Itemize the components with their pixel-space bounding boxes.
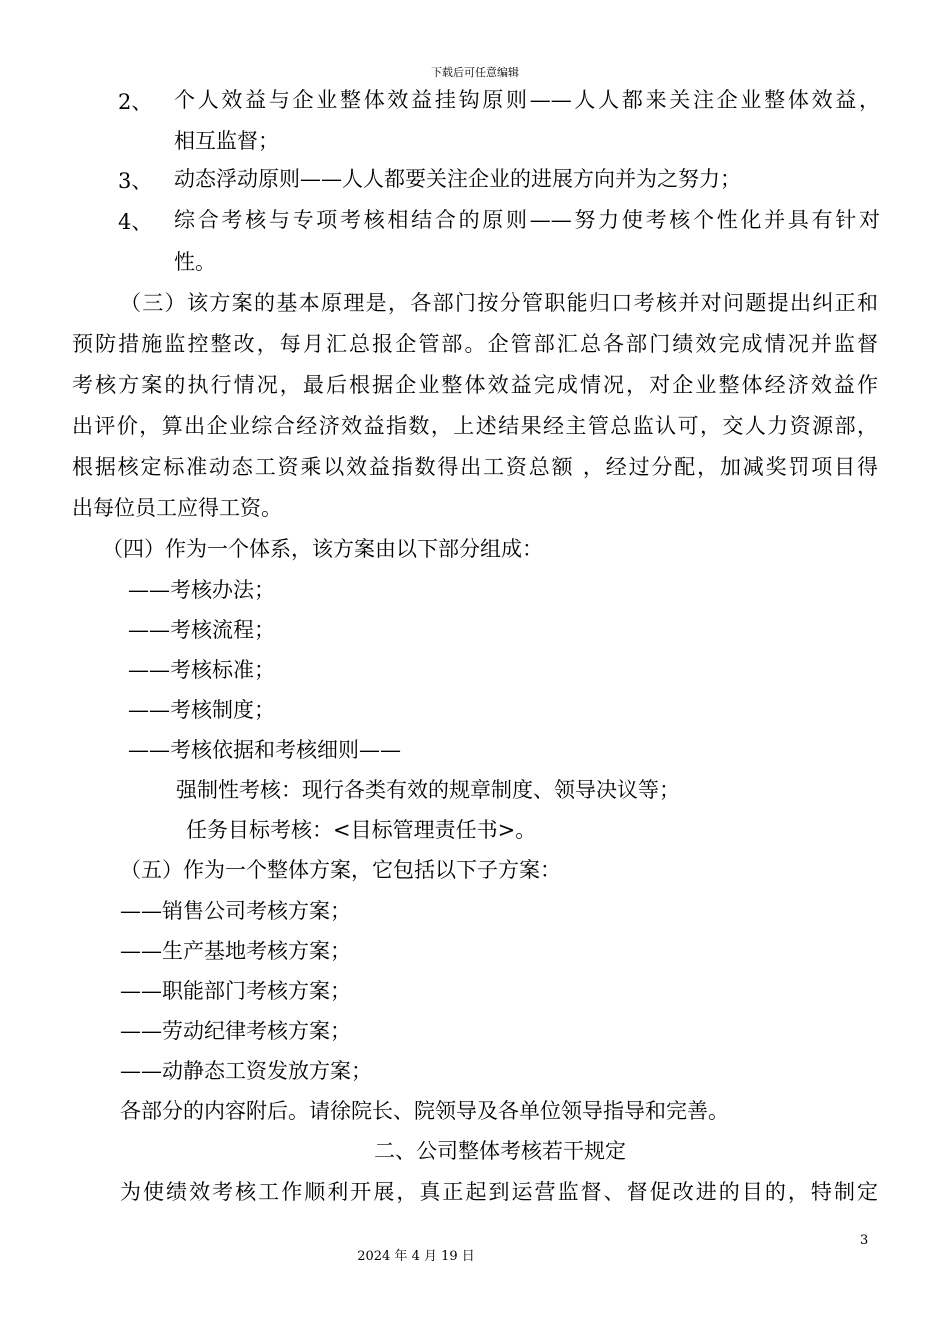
item-number: 4、: [118, 210, 153, 234]
item-text: 个人效益与企业整体效益挂钩原则——人人都来关注企业整体效益，: [174, 88, 880, 112]
closing-line: 各部分的内容附后。请徐院长、院领导及各单位领导指导和完善。: [120, 1099, 729, 1123]
list-item: ——考核制度；: [128, 698, 275, 722]
list-item: ——考核办法；: [128, 578, 275, 602]
list-item: ——考核流程；: [128, 618, 275, 642]
sub-item: 强制性考核：现行各类有效的规章制度、领导决议等；: [176, 778, 680, 802]
paragraph-line: 出评价，算出企业综合经济效益指数，上述结果经主管总监认可，交人力资源部，: [72, 414, 878, 438]
list-item: ——劳动纪律考核方案；: [120, 1019, 351, 1043]
paragraph-line: 为使绩效考核工作顺利开展，真正起到运营监督、督促改进的目的，特制定: [120, 1180, 878, 1204]
item-number: 3、: [118, 169, 153, 193]
item-number: 2、: [118, 90, 153, 114]
section-heading: 二、公司整体考核若干规定: [374, 1139, 626, 1163]
section-title: （五）作为一个整体方案，它包括以下子方案：: [120, 858, 561, 882]
list-item: ——考核标准；: [128, 658, 275, 682]
footer-date: 2024 年 4 月 19 日: [357, 1249, 475, 1264]
paragraph-line: （三）该方案的基本原理是，各部门按分管职能归口考核并对问题提出纠正和: [120, 291, 878, 315]
paragraph-line: 考核方案的执行情况，最后根据企业整体效益完成情况，对企业整体经济效益作: [72, 373, 878, 397]
item-text: 相互监督；: [174, 129, 279, 153]
list-item: ——职能部门考核方案；: [120, 979, 351, 1003]
list-item: ——销售公司考核方案；: [120, 899, 351, 923]
section-title: （四）作为一个体系，该方案由以下部分组成：: [102, 537, 543, 561]
item-text: 性。: [174, 250, 216, 274]
paragraph-line: 出每位员工应得工资。: [72, 496, 282, 520]
item-text: 动态浮动原则——人人都要关注企业的进展方向并为之努力；: [174, 167, 741, 191]
page-header: 下载后可任意编辑: [431, 66, 519, 79]
paragraph-line: 预防措施监控整改，每月汇总报企管部。企管部汇总各部门绩效完成情况并监督: [72, 332, 878, 356]
list-item: ——生产基地考核方案；: [120, 939, 351, 963]
page-number: 3: [860, 1233, 869, 1248]
item-text: 综合考核与专项考核相结合的原则——努力使考核个性化并具有针对: [174, 208, 880, 232]
list-item: ——考核依据和考核细则——: [128, 738, 401, 762]
paragraph-line: 根据核定标准动态工资乘以效益指数得出工资总额 ，经过分配，加减奖罚项目得: [72, 455, 878, 479]
list-item: ——动静态工资发放方案；: [120, 1059, 372, 1083]
sub-item: 任务目标考核：<目标管理责任书>。: [186, 818, 537, 842]
